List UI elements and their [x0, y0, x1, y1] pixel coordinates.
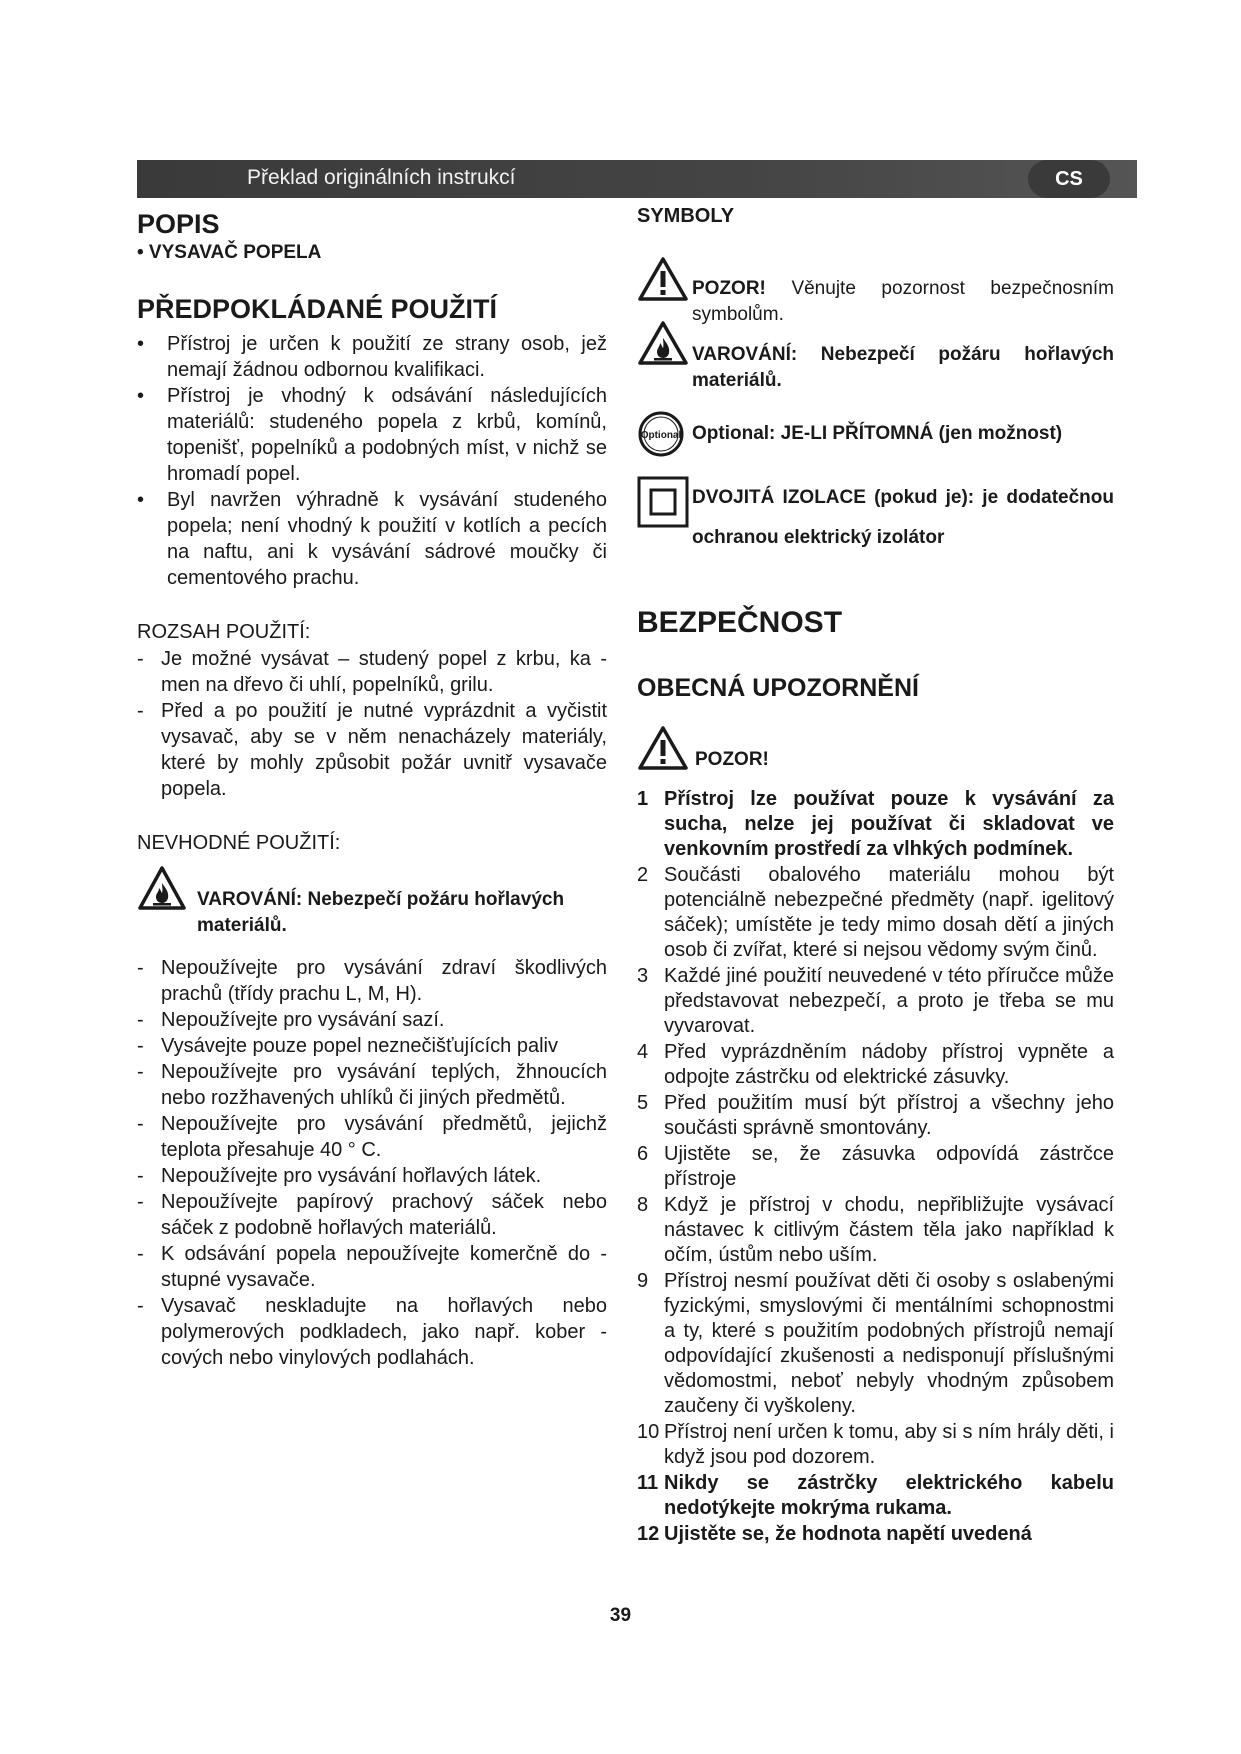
header-title: Překlad originálních instrukcí [247, 166, 516, 189]
list-item: 12 Ujistěte se, že hodnota napětí uvedená [637, 1523, 1032, 1545]
list-item: 5 Před použitím musí být přístroj a všechny jeho součásti správně smontovány. [637, 1092, 1114, 1139]
list-item: - Nepoužívejte pro vysávání teplých, žhnoucích nebo rozžhavených uhlíků či jiných předmětů. [137, 1061, 607, 1109]
rozsah-label: ROZSAH POUŽITÍ: [137, 621, 311, 643]
list-item: - Nepoužívejte pro vysávání zdraví škodlivých prachů (třídy prachu L, M, H). [137, 957, 607, 1005]
use-heading: PŘEDPOKLÁDANÉ POUŽITÍ [137, 294, 498, 324]
page-number: 39 [609, 1605, 632, 1626]
nevhodne-list [137, 955, 607, 1371]
list-item: 2 Součásti obalového materiálu mohou být potenciálně nebezpečné předměty (např. igelitový sáček); umístěte je tedy mimo dosah dětí a jiných osob či zvířat, které si nejsou vědomy svým činů. [637, 864, 1114, 961]
list-item: 1 Přístroj lze používat pouze k vysávání za sucha, nelze jej používat či skladovat ve venkovním prostředí za vlhkých podmínek. [637, 788, 1114, 860]
fire-warning [137, 865, 607, 939]
left-column [137, 205, 607, 1371]
double-insulation-text: DVOJITÁ IZOLACE (pokud je): je dodatečnou ochranou elektrický izolátor [692, 487, 1114, 548]
popis-heading: POPIS [137, 209, 220, 239]
popis-item: • VYSAVAČ POPELA [137, 242, 322, 263]
list-item: - Nepoužívejte papírový prachový sáček nebo sáček z podobně hořlavých materiálů. [137, 1191, 607, 1239]
rozsah-list [137, 646, 607, 802]
list-item: - Vysávejte pouze popel neznečišťujících paliv [137, 1035, 558, 1057]
warning-text: VAROVÁNÍ: Nebezpečí požáru hořlavých materiálů. [197, 889, 565, 936]
list-item: 8 Když je přístroj v chodu, nepřibližujte vysávací nástavec k citlivým částem těla jako například k očím, ústům nebo uším. [637, 1194, 1114, 1266]
pozor-label: POZOR! [695, 749, 769, 770]
optional-icon [637, 410, 685, 458]
symbol-double-insulation [637, 476, 1114, 558]
right-column [637, 205, 1114, 1548]
symbol-optional [637, 410, 1114, 466]
varovani-text: VAROVÁNÍ: Nebezpečí požáru hořlavých materiálů. [692, 344, 1114, 391]
symbol-varovani [637, 320, 1114, 394]
list-item: 3 Každé jiné použití neuvedené v této příručce může představovat nebezpečí, a proto je třeba se mu vyvarovat. [637, 965, 1114, 1037]
nevhodne-label: NEVHODNÉ POUŽITÍ: [137, 832, 341, 854]
safety-list [637, 787, 1114, 1547]
language-badge: CS [1028, 160, 1110, 198]
list-item: 11 Nikdy se zástrčky elektrického kabelu nedotýkejte mokrýma rukama. [637, 1472, 1114, 1519]
warning-triangle-icon [637, 725, 689, 771]
fire-warning-icon [137, 865, 187, 911]
list-item: - K odsávání popela nepoužívejte komerčně do - stupné vysavače. [137, 1243, 607, 1291]
list-item: 4 Před vyprázdněním nádoby přístroj vypněte a odpojte zástrčku od elektrické zásuvky. [637, 1041, 1114, 1088]
header-bar [137, 160, 1137, 198]
list-item: - Nepoužívejte pro vysávání hořlavých látek. [137, 1165, 542, 1187]
list-item: - Před a po použití je nutné vyprázdnit a vyčistit vysavač, aby se v něm nenacházely materiály, které by mohly způsobit požár uvnitř vysavače popela. [137, 700, 607, 800]
obecna-heading: OBECNÁ UPOZORNĚNÍ [637, 674, 919, 702]
list-item: 6 Ujistěte se, že zásuvka odpovídá zástrčce přístroje [637, 1143, 1114, 1190]
list-item: • Přístroj je vhodný k odsávání následujících materiálů: studeného popela z krbů, komínů, topenišť, popelníků a podobných míst, v nichž se hromadí popel. [137, 385, 607, 485]
list-item: 10 Přístroj není určen k tomu, aby si s ním hrály děti, i když jsou pod dozorem. [637, 1421, 1114, 1468]
symbols-heading: SYMBOLY [637, 205, 735, 227]
pozor-warning [637, 725, 1114, 773]
list-item: - Vysavač neskladujte na hořlavých nebo polymerových podkladech, jako např. kober - cových nebo vinylových podlahách. [137, 1295, 607, 1369]
list-item: - Je možné vysávat – studený popel z krbu, ka - men na dřevo či uhlí, popelníků, grilu. [137, 648, 607, 696]
list-item: • Byl navržen výhradně k vysávání studeného popela; není vhodný k použití v kotlích a pecích na naftu, ani k vysávání sádrové moučky či cementového prachu. [137, 489, 607, 589]
pozor-text: Věnujte pozornost bezpečnosním symbolům. [692, 278, 1114, 325]
warning-triangle-icon [637, 256, 689, 302]
list-item: - Nepoužívejte pro vysávání sazí. [137, 1009, 445, 1031]
list-item: • Přístroj je určen k použití ze strany osob, jež nemají žádnou odbornou kvalifikaci. [137, 333, 607, 381]
pozor-bold: POZOR! [692, 278, 766, 299]
optional-text: Optional: JE-LI PŘÍTOMNÁ (jen možnost) [692, 423, 1063, 444]
use-list [137, 331, 607, 591]
bezpecnost-heading: BEZPEČNOST [637, 606, 843, 639]
double-insulation-icon [637, 476, 689, 528]
optional-icon-label: Optional [640, 430, 682, 441]
fire-warning-icon [637, 320, 689, 366]
symbol-pozor [637, 256, 1114, 328]
list-item: 9 Přístroj nesmí používat děti či osoby s oslabenými fyzickými, smyslovými či mentálními schopnostmi a ty, které s použitím podobných přístrojů nemají odpovídající zkušenosti a nedisponují příslušnými vědomostmi, neboť nebyly vhodným způsobem zaučeny či vyškoleny. [637, 1270, 1114, 1417]
list-item: - Nepoužívejte pro vysávání předmětů, jejichž teplota přesahuje 40 ° C. [137, 1113, 607, 1161]
